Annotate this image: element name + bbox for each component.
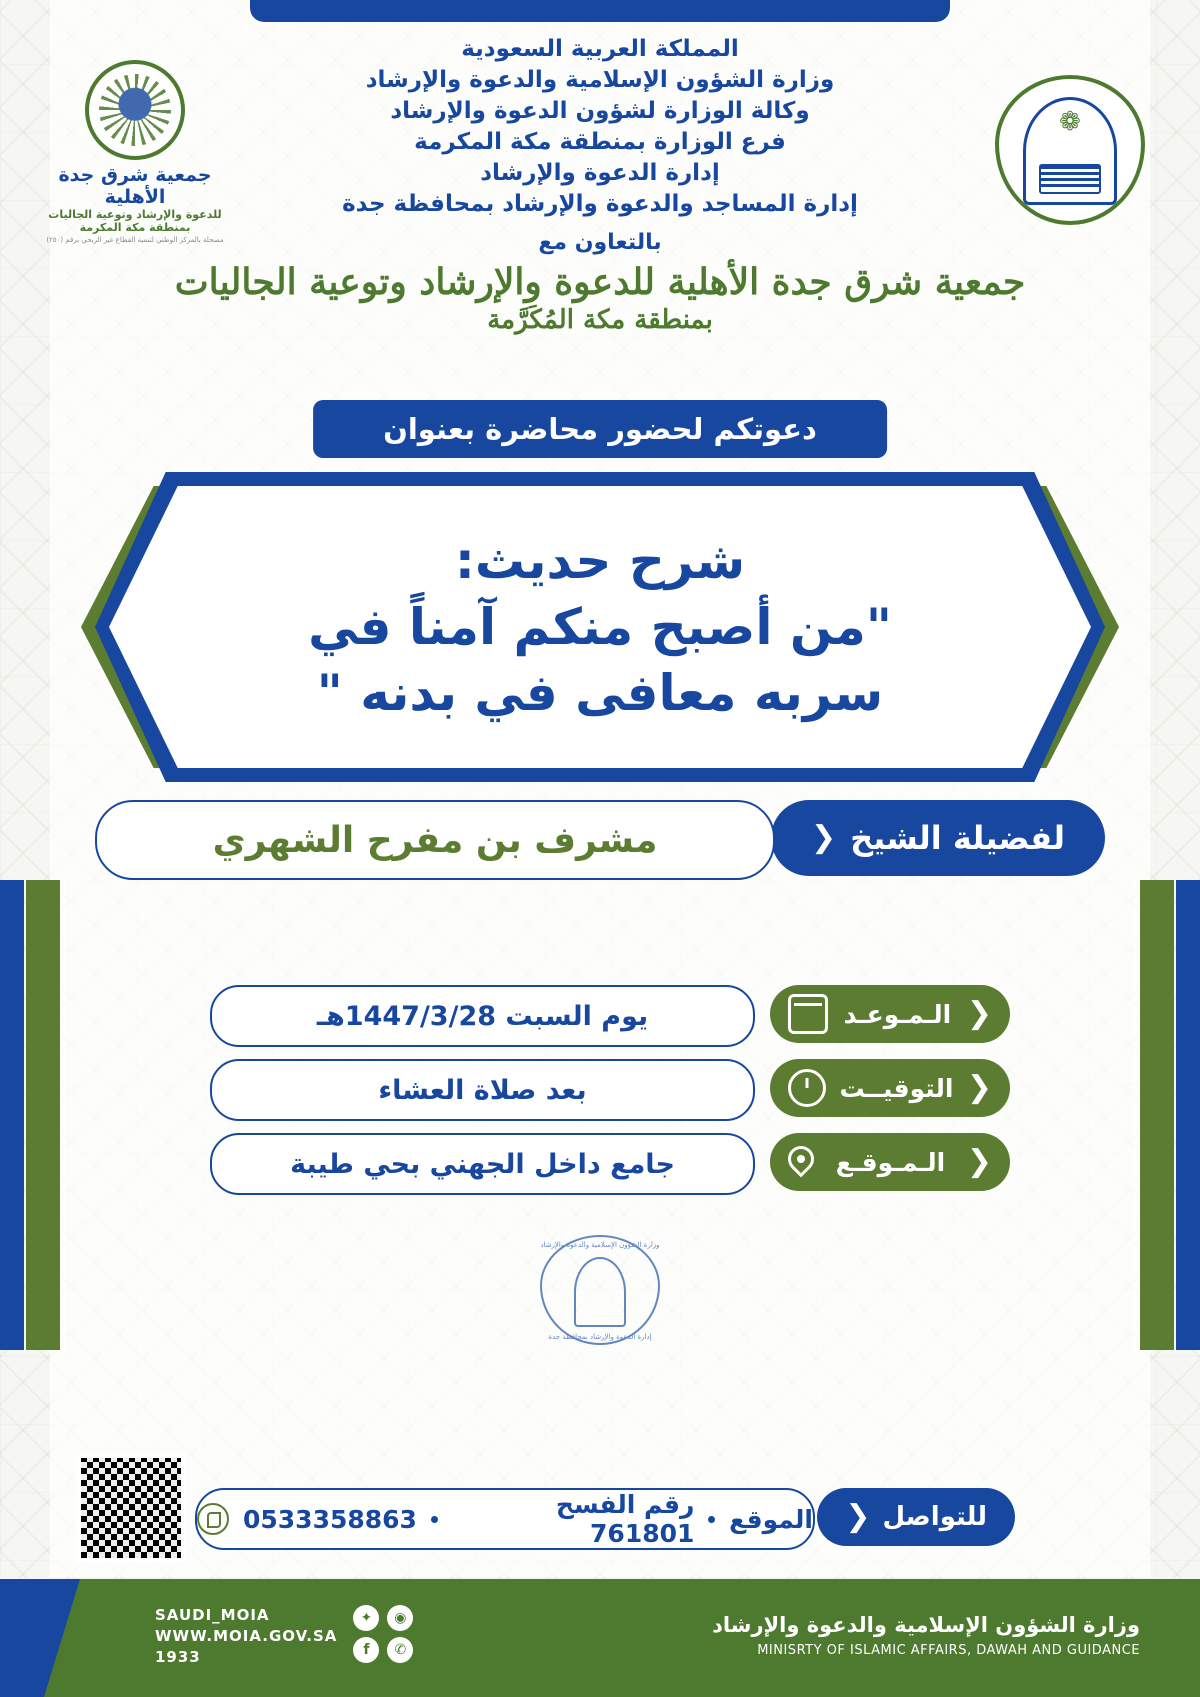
chevron-left-icon: ❮ (966, 1144, 992, 1179)
association-logo-subtitle: للدعوة والإرشاد وتوعية الجاليات بمنطقة مكة المكرمة (48, 208, 222, 234)
phone-icon[interactable]: ✆ (387, 1637, 413, 1663)
left-decoration (0, 880, 120, 1350)
contact-label: للتواصل (882, 1502, 987, 1532)
stamp-top-text: وزارة الشؤون الإسلامية والدعوة والإرشاد (540, 1241, 660, 1249)
calendar-clock-icon (788, 994, 828, 1034)
footer-corner-decoration (0, 1579, 80, 1697)
twitter-icon[interactable]: ✦ (353, 1605, 379, 1631)
footer-text-lines (155, 1605, 337, 1668)
ministry-line-2: وزارة الشؤون الإسلامية والدعوة والإرشاد (365, 67, 835, 93)
chevron-left-icon: ❮ (810, 820, 837, 855)
detail-row-date (210, 985, 1010, 1043)
palm-icon: ❁ (1059, 107, 1081, 137)
qr-code[interactable] (78, 1455, 184, 1561)
header (0, 34, 1200, 335)
separator-dot (431, 1516, 438, 1523)
official-stamp (540, 1235, 660, 1345)
detail-row-time (210, 1059, 1010, 1117)
right-decoration (1080, 880, 1200, 1350)
detail-label-location: الـمـوقـع (835, 1147, 946, 1177)
association-logo-registration: مسجلة بالمركز الوطني لتنمية القطاع غير الربحي برقم (٢٥٠) (46, 236, 224, 244)
detail-label-time: التوقيــت (839, 1073, 954, 1103)
chevron-left-icon: ❮ (966, 996, 992, 1031)
detail-label-pill-location (770, 1133, 1010, 1191)
stamp-bottom-text: إدارة الدعوة والإرشاد بمحافظة جدة (548, 1333, 652, 1341)
lecture-title-line3: سربه معافى في بدنه " (316, 664, 884, 722)
detail-value-date: يوم السبت 1447/3/28هـ (210, 985, 755, 1047)
invite-banner: دعوتكم لحضور محاضرة بعنوان (313, 400, 887, 458)
facebook-icon[interactable]: f (353, 1637, 379, 1663)
detail-label-pill-time (770, 1059, 1010, 1117)
footer (0, 1579, 1200, 1697)
footer-hotline: 1933 (155, 1648, 201, 1666)
detail-value-time: بعد صلاة العشاء (210, 1059, 755, 1121)
contact-hall-number: رقم الفسح 761801 (555, 1490, 695, 1548)
detail-label-pill-date (770, 985, 1010, 1043)
contact-site[interactable]: الموقع (729, 1504, 813, 1534)
ministry-line-3: وكالة الوزارة لشؤون الدعوة والإرشاد (390, 98, 810, 124)
ministry-line-4: فرع الوزارة بمنطقة مكة المكرمة (414, 129, 786, 155)
speaker-label-pill (771, 800, 1105, 876)
location-pin-icon (788, 1146, 814, 1178)
contact-values (195, 1488, 815, 1550)
footer-ministry-ar: وزارة الشؤون الإسلامية والدعوة والإرشاد (712, 1613, 1140, 1637)
top-bar (250, 0, 950, 22)
contact-row (195, 1488, 1015, 1546)
stopwatch-icon (788, 1069, 826, 1107)
association-name: جمعية شرق جدة الأهلية للدعوة والإرشاد وتوعية الجاليات (174, 261, 1026, 303)
footer-contacts (155, 1605, 413, 1668)
speaker-row (95, 800, 1105, 876)
detail-row-location (210, 1133, 1010, 1191)
phone-icon (197, 1503, 229, 1535)
social-icons (351, 1605, 413, 1663)
lecture-title-panel (95, 472, 1105, 782)
instagram-icon[interactable]: ◉ (387, 1605, 413, 1631)
footer-handle: SAUDI_MOIA (155, 1606, 270, 1624)
speaker-name: مشرف بن مفرح الشهري (95, 800, 775, 880)
footer-website[interactable]: WWW.MOIA.GOV.SA (155, 1627, 338, 1645)
lecture-title (95, 472, 1105, 782)
speaker-label: لفضيلة الشيخ (850, 819, 1065, 857)
ministry-line-5: إدارة الدعوة والإرشاد (480, 160, 720, 186)
association-region: بمنطقة مكة المُكَرَّمة (487, 305, 713, 335)
association-logo-title: جمعية شرق جدة الأهلية (58, 164, 212, 208)
chevron-left-icon: ❮ (966, 1070, 992, 1105)
contact-phone[interactable]: 0533358863 (243, 1504, 417, 1534)
ministry-line-6: إدارة المساجد والدعوة والإرشاد بمحافظة جدة (342, 191, 858, 217)
cooperation-label: بالتعاون مع (538, 230, 662, 255)
detail-value-location: جامع داخل الجهني بحي طيبة (210, 1133, 755, 1195)
detail-label-date: الـمـوعـد (843, 999, 952, 1029)
contact-label-pill (817, 1488, 1015, 1546)
details-list (210, 985, 1010, 1207)
footer-ministry-en: MINISRTY OF ISLAMIC AFFAIRS, DAWAH AND GUIDANCE (757, 1643, 1140, 1658)
lecture-title-line2: "من أصبح منكم آمناً في (308, 598, 892, 656)
lecture-title-line1: شرح حديث: (454, 532, 746, 590)
footer-ministry (712, 1613, 1140, 1658)
ministry-line-1: المملكة العربية السعودية (461, 36, 739, 62)
separator-dot (708, 1516, 715, 1523)
chevron-left-icon: ❮ (845, 1499, 871, 1534)
